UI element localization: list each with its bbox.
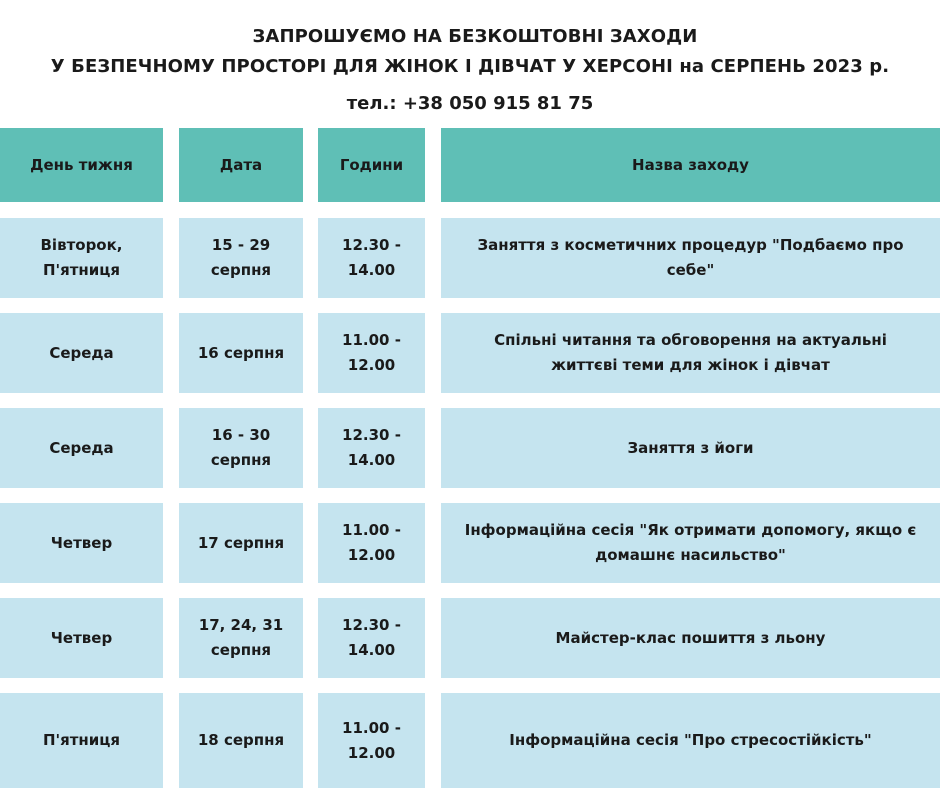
- table-row: [0, 313, 940, 393]
- cell-day: Середа: [0, 408, 163, 488]
- cell-date: 16 - 30 серпня: [179, 408, 303, 488]
- column-header-day: День тижня: [0, 128, 163, 202]
- cell-time: 12.30 - 14.00: [318, 408, 425, 488]
- column-header-time: Години: [318, 128, 425, 202]
- phone-number: тел.: +38 050 915 81 75: [346, 93, 594, 114]
- table-header-row: [0, 128, 940, 208]
- table-row: [0, 218, 940, 298]
- cell-day: Четвер: [0, 503, 163, 583]
- cell-event: Заняття з косметичних процедур "Подбаємо про себе": [441, 218, 940, 298]
- cell-date: 18 серпня: [179, 693, 303, 788]
- page-title: [0, 22, 940, 82]
- cell-time: 11.00 - 12.00: [318, 503, 425, 583]
- column-header-date: Дата: [179, 128, 303, 202]
- table-row: [0, 598, 940, 678]
- cell-day: Четвер: [0, 598, 163, 678]
- cell-time: 11.00 - 12.00: [318, 693, 425, 788]
- title-line-1: ЗАПРОШУЄМО НА БЕЗКОШТОВНІ ЗАХОДИ: [252, 26, 698, 47]
- cell-time: 12.30 - 14.00: [318, 598, 425, 678]
- cell-time: 11.00 - 12.00: [318, 313, 425, 393]
- column-header-event: Назва заходу: [441, 128, 940, 202]
- table-row: [0, 503, 940, 583]
- cell-date: 15 - 29 серпня: [179, 218, 303, 298]
- cell-day: Вівторок, П'ятниця: [0, 218, 163, 298]
- cell-date: 17, 24, 31 серпня: [179, 598, 303, 678]
- cell-day: Середа: [0, 313, 163, 393]
- cell-event: Майстер-клас пошиття з льону: [441, 598, 940, 678]
- cell-event: Спільні читання та обговорення на актуальні життєві теми для жінок і дівчат: [441, 313, 940, 393]
- cell-date: 17 серпня: [179, 503, 303, 583]
- cell-time: 12.30 - 14.00: [318, 218, 425, 298]
- cell-event: Заняття з йоги: [441, 408, 940, 488]
- cell-date: 16 серпня: [179, 313, 303, 393]
- cell-event: Інформаційна сесія "Як отримати допомогу, якщо є домашнє насильство": [441, 503, 940, 583]
- table-row: [0, 408, 940, 488]
- cell-day: П'ятниця: [0, 693, 163, 788]
- cell-event: Інформаційна сесія "Про стресостійкість": [441, 693, 940, 788]
- table-row: [0, 693, 940, 788]
- title-line-2: У БЕЗПЕЧНОМУ ПРОСТОРІ ДЛЯ ЖІНОК І ДІВЧАТ У ХЕРСОНІ на СЕРПЕНЬ 2023 р.: [50, 56, 890, 77]
